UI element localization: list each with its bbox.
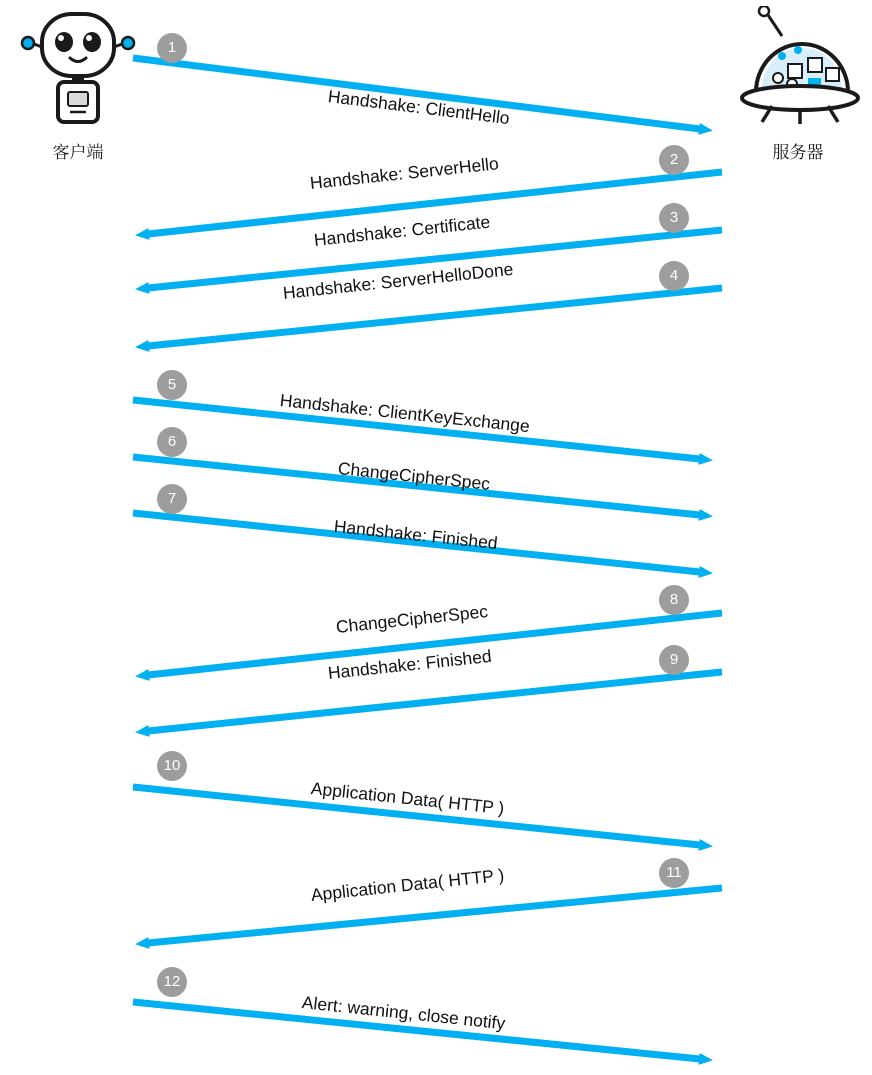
client-endpoint-label: 客户端 bbox=[52, 143, 104, 162]
step-badge-8: 8 bbox=[659, 585, 689, 615]
step-badge-1: 1 bbox=[157, 33, 187, 63]
message-label-7: Handshake: Finished bbox=[333, 516, 499, 554]
step-badge-7: 7 bbox=[157, 484, 187, 514]
message-label-10: Application Data( HTTP ) bbox=[310, 778, 506, 819]
step-badge-11: 11 bbox=[659, 858, 689, 888]
step-badge-4: 4 bbox=[659, 261, 689, 291]
server-endpoint-label: 服务器 bbox=[772, 143, 824, 162]
step-badge-9: 9 bbox=[659, 645, 689, 675]
step-badge-5: 5 bbox=[157, 370, 187, 400]
message-label-9: Handshake: Finished bbox=[326, 645, 493, 683]
step-badge-3: 3 bbox=[659, 203, 689, 233]
message-label-5: Handshake: ClientKeyExchange bbox=[279, 390, 531, 437]
step-badge-10: 10 bbox=[157, 751, 187, 781]
message-label-1: Handshake: ClientHello bbox=[326, 86, 511, 129]
message-label-6: ChangeCipherSpec bbox=[337, 458, 492, 494]
message-label-3: Handshake: Certificate bbox=[312, 211, 492, 250]
step-badge-6: 6 bbox=[157, 427, 187, 457]
step-badge-2: 2 bbox=[659, 145, 689, 175]
step-badge-12: 12 bbox=[157, 967, 187, 997]
message-label-11: Application Data( HTTP ) bbox=[309, 864, 506, 905]
message-label-2: Handshake: ServerHello bbox=[308, 153, 500, 193]
message-label-12: Alert: warning, close notify bbox=[301, 992, 507, 1034]
message-label-4: Handshake: ServerHelloDone bbox=[281, 258, 515, 303]
message-label-8: ChangeCipherSpec bbox=[334, 601, 489, 637]
